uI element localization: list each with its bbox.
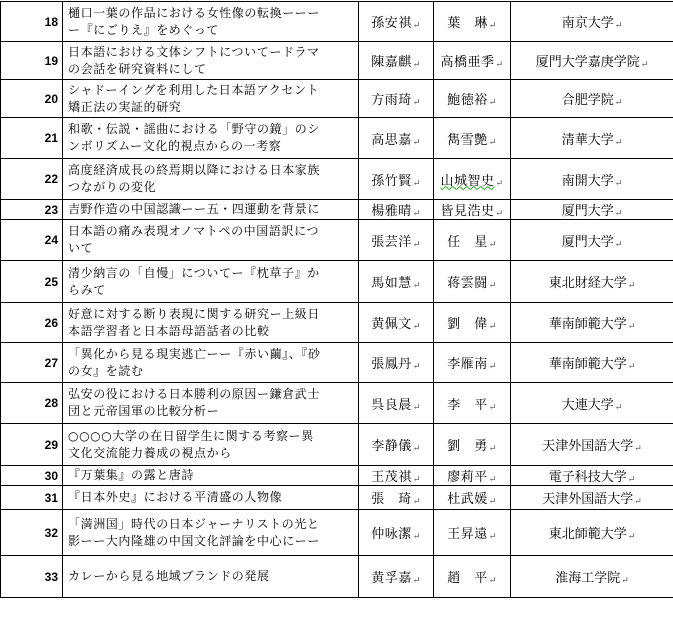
row-number-text: 33 xyxy=(44,569,58,584)
row-number xyxy=(1,261,63,303)
university-name-text: 華南師範大学 xyxy=(548,317,627,332)
student-name-text: 馬如慧 xyxy=(371,276,412,291)
student-name-text: 方雨琦 xyxy=(371,93,412,108)
university-name xyxy=(511,80,673,118)
thesis-title-line: 文化交流能力養成の視点から xyxy=(68,445,232,460)
cell-end-mark: ↵ xyxy=(640,60,649,70)
university-name-text: 大連大学 xyxy=(561,397,614,413)
student-name-text: 張 琦 xyxy=(371,492,412,507)
thesis-title-line: 「満洲国」時代の日本ジャーナリストの光と xyxy=(68,516,320,531)
row-number xyxy=(1,303,63,343)
university-name-text: 天津外国語大学 xyxy=(542,439,634,454)
university-name-text: 厦門大学嘉庚学院 xyxy=(535,55,640,70)
table-row xyxy=(1,424,673,466)
advisor-name xyxy=(434,556,511,598)
university-name xyxy=(511,466,673,486)
advisor-name xyxy=(434,261,511,303)
thesis-title-line: の女』を読む xyxy=(68,363,144,378)
student-name-text: 仲咏潔 xyxy=(371,527,412,542)
cell-end-mark: ↵ xyxy=(634,444,642,454)
row-number-text: 23 xyxy=(44,202,58,217)
cell-end-mark: ↵ xyxy=(488,362,497,372)
student-name-text: 孫竹賢 xyxy=(371,173,412,189)
thesis-title-line: の会話を研究資料にして xyxy=(68,61,207,76)
thesis-title-line: 高度経済成長の終焉期以降における日本家族 xyxy=(68,163,321,177)
university-name xyxy=(511,556,673,598)
cell-end-mark: ↵ xyxy=(412,444,421,454)
thesis-title xyxy=(63,424,359,466)
thesis-title xyxy=(63,343,359,383)
thesis-title-line: ー『にごりえ』をめぐって xyxy=(68,22,219,37)
cell-end-mark: ↵ xyxy=(488,444,497,454)
row-number xyxy=(1,80,63,118)
cell-end-mark: ↵ xyxy=(488,475,497,485)
row-number-text: 19 xyxy=(44,53,58,68)
thesis-title-line: らみて xyxy=(68,282,106,297)
cell-end-mark: ↵ xyxy=(488,98,497,108)
cell-end-mark: ↵ xyxy=(627,281,636,291)
thesis-list-table xyxy=(0,1,673,598)
table-row xyxy=(1,80,673,118)
row-number-text: 22 xyxy=(44,172,58,186)
university-name-text: 華南師範大学 xyxy=(548,357,627,372)
thesis-title-line: カレーから見る地域ブランドの発展 xyxy=(68,569,270,583)
advisor-name xyxy=(434,424,511,466)
thesis-title-line: 影ーー大内隆雄の中国文化評論を中心にーー xyxy=(68,533,321,548)
thesis-title xyxy=(63,556,359,598)
row-number-text: 25 xyxy=(44,274,58,289)
advisor-name-text: 蒋雲闘 xyxy=(447,276,488,291)
student-name-text: 王茂祺 xyxy=(371,470,412,485)
advisor-name-text: 雋雪艶 xyxy=(447,132,488,148)
advisor-name xyxy=(434,2,511,42)
thesis-title xyxy=(63,42,359,80)
university-name-text: 東北財経大学 xyxy=(548,276,627,291)
university-name xyxy=(511,486,673,510)
cell-end-mark: ↵ xyxy=(412,497,421,507)
student-name xyxy=(359,200,434,220)
cell-end-mark: ↵ xyxy=(412,281,421,291)
row-number xyxy=(1,159,63,200)
advisor-name-text: 王昇遠 xyxy=(447,527,488,542)
student-name xyxy=(359,466,434,486)
university-name xyxy=(511,510,673,556)
student-name-text: 楊雅晴 xyxy=(371,204,412,219)
cell-end-mark: ↵ xyxy=(412,60,421,70)
thesis-title xyxy=(63,118,359,159)
cell-end-mark: ↵ xyxy=(412,21,421,31)
cell-end-mark: ↵ xyxy=(488,281,497,291)
student-name xyxy=(359,42,434,80)
university-name-text: 清華大学 xyxy=(561,132,614,148)
cell-end-mark: ↵ xyxy=(412,532,421,542)
cell-end-mark: ↵ xyxy=(614,137,623,148)
thesis-title-line: つながりの変化 xyxy=(68,180,157,194)
advisor-name-text: 廖莉平 xyxy=(447,470,488,485)
student-name-text: 張芸洋 xyxy=(371,234,412,250)
cell-end-mark: ↵ xyxy=(412,98,421,108)
cell-end-mark: ↵ xyxy=(634,497,642,507)
thesis-title-line: 日本語の痛み表現オノマトペの中国語訳につ xyxy=(68,224,320,238)
university-name-text: 合肥学院 xyxy=(561,93,614,108)
cell-end-mark: ↵ xyxy=(412,475,421,485)
cell-end-mark: ↵ xyxy=(488,532,497,542)
student-name-text: 黄孚嘉 xyxy=(371,571,412,586)
advisor-name xyxy=(434,80,511,118)
university-name xyxy=(511,343,673,383)
row-number-text: 24 xyxy=(44,233,58,247)
cell-end-mark: ↵ xyxy=(412,178,421,189)
thesis-title-line: 弘安の役における日本勝利の原因ー鎌倉武士 xyxy=(68,387,321,401)
student-name xyxy=(359,2,434,42)
row-number xyxy=(1,200,63,220)
student-name xyxy=(359,343,434,383)
thesis-title-line: 樋口一葉の作品における女性像の転換ーーー xyxy=(68,5,321,20)
cell-end-mark: ↵ xyxy=(627,532,636,542)
row-number-text: 31 xyxy=(44,490,58,505)
student-name xyxy=(359,159,434,200)
student-name-text: 陳嘉麒 xyxy=(371,55,412,70)
table-row xyxy=(1,383,673,424)
table-row xyxy=(1,343,673,383)
cell-end-mark: ↵ xyxy=(614,402,623,413)
table-row xyxy=(1,556,673,598)
university-name-text: 東北師範大学 xyxy=(548,527,627,542)
thesis-title-line: ンボリズムー文化的視点からの一考察 xyxy=(68,139,282,153)
advisor-name xyxy=(434,118,511,159)
cell-end-mark: ↵ xyxy=(488,576,497,586)
advisor-name-text: 劉 偉 xyxy=(447,317,488,332)
thesis-title-line: 『万葉集』の露と唐詩 xyxy=(68,468,195,482)
student-name xyxy=(359,383,434,424)
cell-end-mark: ↵ xyxy=(488,497,497,507)
advisor-name xyxy=(434,42,511,80)
cell-end-mark: ↵ xyxy=(488,402,497,413)
advisor-name-text: 劉 勇 xyxy=(447,439,488,454)
university-name xyxy=(511,2,673,42)
table-row xyxy=(1,510,673,556)
thesis-title-line: シャドーイングを利用した日本語アクセント xyxy=(68,82,320,97)
university-name-text: 天津外国語大学 xyxy=(542,492,634,507)
row-number-text: 32 xyxy=(44,525,58,540)
row-number xyxy=(1,424,63,466)
student-name-text: 孫安祺 xyxy=(371,16,412,31)
thesis-title-line: 和歌・伝説・謡曲における「野守の鏡」のシ xyxy=(68,122,321,136)
thesis-title xyxy=(63,80,359,118)
advisor-name-text: 趙 平 xyxy=(447,571,488,586)
cell-end-mark: ↵ xyxy=(488,322,497,332)
cell-end-mark: ↵ xyxy=(488,239,497,250)
thesis-title xyxy=(63,303,359,343)
row-number-text: 30 xyxy=(44,468,58,483)
student-name xyxy=(359,303,434,343)
university-name-text: 淮海工学院 xyxy=(555,571,621,586)
student-name xyxy=(359,486,434,510)
row-number xyxy=(1,486,63,510)
advisor-name-text: 鮑徳裕 xyxy=(447,93,488,108)
cell-end-mark: ↵ xyxy=(412,402,421,413)
university-name-text: 厦門大学 xyxy=(561,234,614,250)
student-name xyxy=(359,510,434,556)
student-name xyxy=(359,118,434,159)
advisor-name-text: 任 星 xyxy=(447,234,488,250)
advisor-name-text: 高橋亜季 xyxy=(440,55,495,70)
advisor-name-text: 葉 琳 xyxy=(447,16,488,31)
cell-end-mark: ↵ xyxy=(412,239,421,250)
thesis-title-line: 『日本外史』における平清盛の人物像 xyxy=(68,490,283,504)
table-row xyxy=(1,200,673,220)
thesis-title xyxy=(63,200,359,220)
advisor-name-text: 李 平 xyxy=(447,397,488,413)
thesis-title xyxy=(63,486,359,510)
cell-end-mark: ↵ xyxy=(614,178,623,189)
row-number xyxy=(1,383,63,424)
cell-end-mark: ↵ xyxy=(488,137,497,148)
cell-end-mark: ↵ xyxy=(412,137,421,148)
advisor-name xyxy=(434,486,511,510)
student-name-text: 呉良晨 xyxy=(371,397,412,413)
table-row xyxy=(1,261,673,303)
student-name xyxy=(359,80,434,118)
university-name xyxy=(511,261,673,303)
cell-end-mark: ↵ xyxy=(627,362,636,372)
advisor-name xyxy=(434,303,511,343)
cell-end-mark: ↵ xyxy=(614,209,623,219)
row-number xyxy=(1,466,63,486)
row-number xyxy=(1,2,63,42)
advisor-name-text: 山城智史 xyxy=(440,173,495,189)
cell-end-mark: ↵ xyxy=(614,98,623,108)
cell-end-mark: ↵ xyxy=(488,21,497,31)
thesis-title xyxy=(63,261,359,303)
student-name xyxy=(359,556,434,598)
advisor-name xyxy=(434,466,511,486)
university-name xyxy=(511,200,673,220)
table-row xyxy=(1,486,673,510)
advisor-name xyxy=(434,159,511,200)
table-row xyxy=(1,159,673,200)
cell-end-mark: ↵ xyxy=(412,209,421,219)
cell-end-mark: ↵ xyxy=(412,322,421,332)
student-name-text: 李静儀 xyxy=(371,439,412,454)
page-bottom-margin xyxy=(0,612,673,618)
student-name-text: 高思嘉 xyxy=(371,132,412,148)
advisor-name xyxy=(434,510,511,556)
row-number xyxy=(1,42,63,80)
thesis-title xyxy=(63,159,359,200)
table-row xyxy=(1,303,673,343)
table-row xyxy=(1,118,673,159)
university-name-text: 電子科技大学 xyxy=(548,470,627,485)
table-row xyxy=(1,2,673,42)
table-row xyxy=(1,466,673,486)
cell-end-mark: ↵ xyxy=(495,178,504,189)
thesis-title xyxy=(63,510,359,556)
row-number-text: 27 xyxy=(44,355,58,370)
student-name-text: 黄佩文 xyxy=(371,317,412,332)
thesis-title-line: 団と元帝国軍の比較分析ー xyxy=(68,404,220,418)
university-name-text: 南京大学 xyxy=(561,16,614,31)
advisor-name xyxy=(434,200,511,220)
thesis-title-line: 吉野作造の中国認識ーー五・四運動を背景に xyxy=(68,202,321,216)
cell-end-mark: ↵ xyxy=(614,239,623,250)
table-row xyxy=(1,42,673,80)
row-number-text: 18 xyxy=(44,14,58,29)
thesis-title xyxy=(63,2,359,42)
row-number xyxy=(1,343,63,383)
cell-end-mark: ↵ xyxy=(495,209,504,219)
advisor-name-text: 杜武媛 xyxy=(447,492,488,507)
thesis-title-line: 本語学習者と日本語母語話者の比較 xyxy=(68,323,270,338)
student-name xyxy=(359,424,434,466)
row-number xyxy=(1,556,63,598)
thesis-title-line: ○○○○大学の在日留学生に関する考察ー異 xyxy=(68,428,314,443)
university-name xyxy=(511,383,673,424)
row-number-text: 21 xyxy=(44,131,58,145)
university-name xyxy=(511,220,673,261)
university-name xyxy=(511,303,673,343)
thesis-title xyxy=(63,383,359,424)
advisor-name-text: 李雁南 xyxy=(447,357,488,372)
university-name-text: 厦門大学 xyxy=(561,204,614,219)
university-name xyxy=(511,42,673,80)
university-name xyxy=(511,159,673,200)
advisor-name xyxy=(434,220,511,261)
row-number-text: 26 xyxy=(44,315,58,330)
cell-end-mark: ↵ xyxy=(412,362,421,372)
row-number-text: 29 xyxy=(44,437,58,452)
row-number xyxy=(1,220,63,261)
row-number xyxy=(1,510,63,556)
thesis-title-line: いて xyxy=(68,241,94,255)
cell-end-mark: ↵ xyxy=(621,576,629,586)
cell-end-mark: ↵ xyxy=(627,475,636,485)
row-number-text: 28 xyxy=(44,396,58,410)
row-number xyxy=(1,118,63,159)
thesis-title-line: 「異化から見る現実逃亡ーー『赤い繭』、『砂 xyxy=(68,346,321,361)
table-body xyxy=(1,2,673,598)
student-name xyxy=(359,220,434,261)
advisor-name-text: 皆見浩史 xyxy=(440,204,495,219)
university-name xyxy=(511,118,673,159)
table-row xyxy=(1,220,673,261)
row-number-text: 20 xyxy=(44,91,58,106)
advisor-name xyxy=(434,343,511,383)
student-name-text: 張鳳丹 xyxy=(371,357,412,372)
thesis-title-line: 日本語における文体シフトについてードラマ xyxy=(68,44,320,59)
cell-end-mark: ↵ xyxy=(495,60,504,70)
advisor-name xyxy=(434,383,511,424)
university-name xyxy=(511,424,673,466)
student-name xyxy=(359,261,434,303)
thesis-title-line: 矯正法の実証的研究 xyxy=(68,99,182,114)
cell-end-mark: ↵ xyxy=(627,322,636,332)
cell-end-mark: ↵ xyxy=(412,576,421,586)
thesis-title-line: 清少納言の「自慢」についてー『枕草子』か xyxy=(68,265,320,280)
thesis-title xyxy=(63,466,359,486)
thesis-title-line: 好意に対する断り表現に関する研究ー上級日 xyxy=(68,306,321,321)
thesis-title xyxy=(63,220,359,261)
cell-end-mark: ↵ xyxy=(614,21,623,31)
university-name-text: 南開大学 xyxy=(561,173,614,189)
